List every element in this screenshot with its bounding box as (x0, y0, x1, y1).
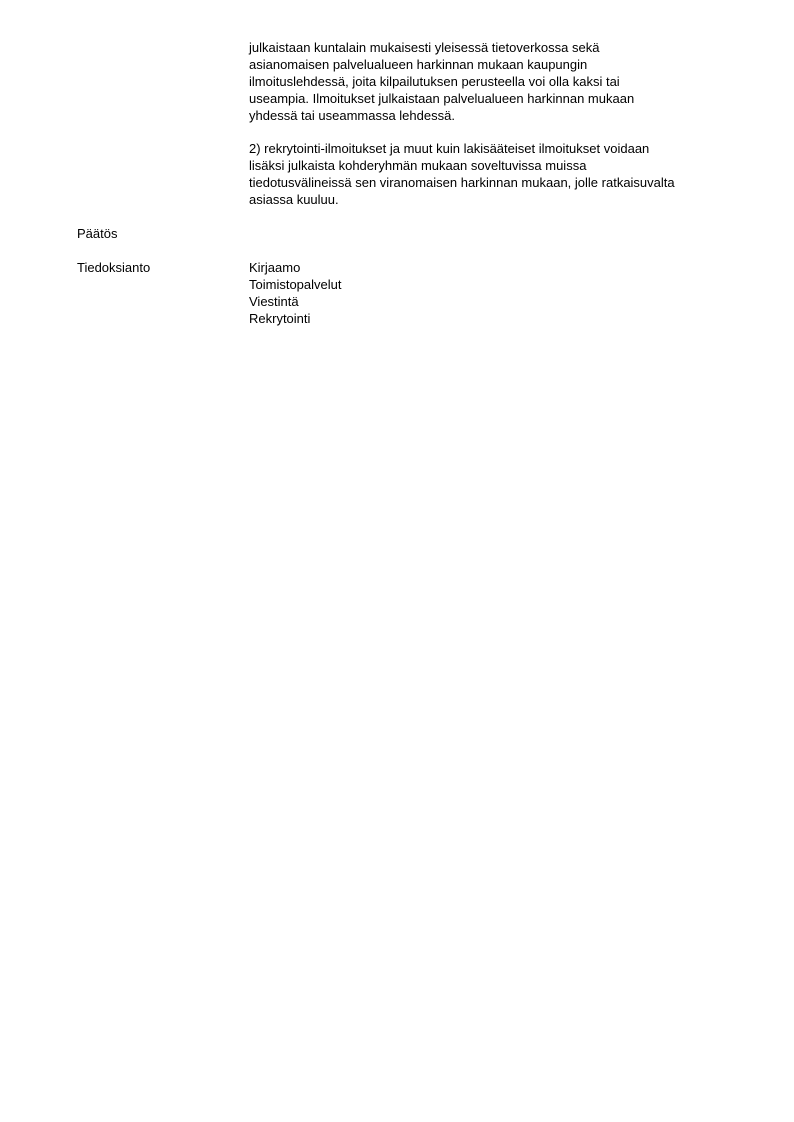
paragraph-line: asianomaisen palvelualueen harkinnan mukaan kaupungin (249, 57, 588, 72)
recipient-item: Viestintä (249, 294, 299, 309)
notification-recipient-list (249, 259, 342, 327)
decision-heading: Päätös (77, 226, 118, 241)
paragraph-line: useampia. Ilmoitukset julkaistaan palvelualueen harkinnan mukaan (249, 91, 635, 106)
paragraph-line: yhdessä tai useammassa lehdessä. (249, 108, 455, 123)
recipient-item: Rekrytointi (249, 311, 311, 326)
recipient-item: Kirjaamo (249, 260, 301, 275)
continuation-paragraph (249, 39, 739, 124)
paragraph-line: julkaistaan kuntalain mukaisesti yleisessä tietoverkossa sekä (249, 40, 600, 55)
recipient-item: Toimistopalvelut (249, 277, 342, 292)
paragraph-line: ilmoituslehdessä, joita kilpailutuksen perusteella voi olla kaksi tai (249, 74, 620, 89)
paragraph-line: 2) rekrytointi-ilmoitukset ja muut kuin lakisääteiset ilmoitukset voidaan (249, 141, 650, 156)
paragraph-line: tiedotusvälineissä sen viranomaisen harkinnan mukaan, jolle ratkaisuvalta (249, 175, 675, 190)
paragraph-line: lisäksi julkaista kohderyhmän mukaan soveltuvissa muissa (249, 158, 587, 173)
notification-heading: Tiedoksianto (77, 260, 151, 275)
recruitment-ads-paragraph (249, 140, 739, 208)
paragraph-line: asiassa kuuluu. (249, 192, 339, 207)
